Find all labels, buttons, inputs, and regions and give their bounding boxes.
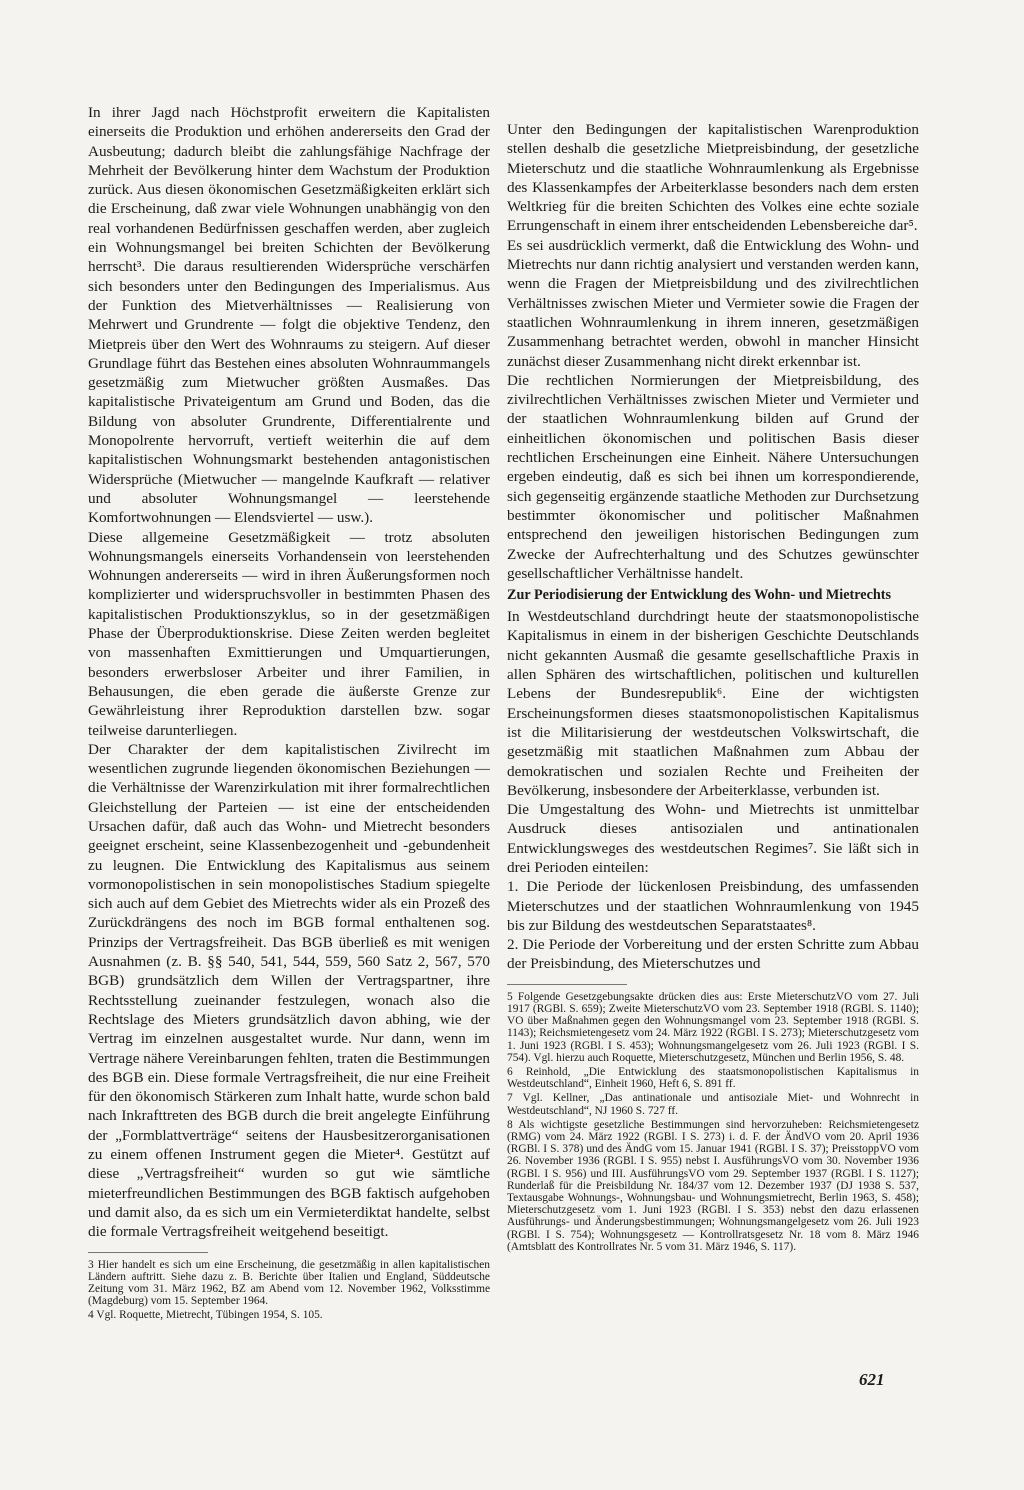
footnotes xyxy=(88,1259,490,1322)
footnote: 6 Reinhold, „Die Entwicklung des staatsmonopolistischen Kapitalismus in Westdeutschland“, Einheit 1960, Heft 6, S. 891 ff. xyxy=(507,1065,919,1091)
body-paragraph: In ihrer Jagd nach Höchstprofit erweitern die Kapitalisten einerseits die Produktion und erhöhen andererseits den Grad der Ausbeutung; dadurch bleibt die zahlungsfähige Nachfrage der Mehrheit der Bevölkerung hinter dem Wachstum der Produktion zurück. Aus diesen ökonomischen Gesetzmäßigkeiten erklärt sich die Erscheinung, daß zwar viele Wohnungen unabhängig von den real vorhandenen Bedürfnissen geschaffen werden, aber zugleich ein Wohnungsmangel bei breiten Schichten der Bevölkerung herrscht³. Die daraus resultierenden Widersprüche verschärfen sich besonders unter den Bedingungen des Imperialismus. Aus der Funktion des Mietverhältnisses — Realisierung von Mehrwert und Grundrente — folgt die objektive Tendenz, den Mietpreis über den Wert des Wohnraums zu steigern. Auf dieser Grundlage führt das Bestehen eines absoluten Wohnraummangels gesetzmäßig zum Mietwucher größten Ausmaßes. Das kapitalistische Privateigentum am Grund und Boden, das die Bildung von absoluter Grundrente, Differentialrente und Monopolrente hervorruft, vertieft weiterhin die auf dem kapitalistischen Wohnungsmarkt bestehenden antagonistischen Widersprüche (Mietwucher — mangelnde Kaufkraft — relativer und absoluter Wohnungsmangel — leerstehende Komfortwohnungen — Elendsviertel — usw.). xyxy=(88,104,490,527)
footnote-divider xyxy=(88,1252,208,1253)
body-paragraph: In Westdeutschland durchdringt heute der staatsmonopolistische Kapitalismus in einem in der bisherigen Geschichte Deutschlands nicht gekannten Ausmaß die gesamte gesellschaftliche Praxis in allen Sphären des wirtschaftlichen, politischen und kulturellen Lebens der Bundesrepublik⁶. Eine der wichtigsten Erscheinungsformen dieses staatsmonopolistischen Kapitalismus ist die Militarisierung der westdeutschen Volkswirtschaft, die gesetzmäßig mit staatlichen Maßnahmen zum Abbau der demokratischen und sozialen Rechte und Freiheiten der Bevölkerung, insbesondere der Arbeiterklasse, verbunden ist. xyxy=(507,608,919,799)
body-paragraph: 1. Die Periode der lückenlosen Preisbindung, des umfassenden Mieterschutzes und der staatlichen Wohnraumlenkung von 1945 bis zur Bildung des westdeutschen Separatstaates⁸. xyxy=(507,878,919,934)
body-paragraph: Es sei ausdrücklich vermerkt, daß die Entwicklung des Wohn- und Mietrechts nur dann richtig analysiert und verstanden werden kann, wenn die Fragen der Mietpreisbildung und des zivilrechtlichen Verhältnisses zwischen Mieter und Vermieter sowie die Fragen der staatlichen Wohnraumlenkung in ihrem inneren, gesetzmäßigen Zusammenhang betrachtet werden, obwohl in mancher Hinsicht zunächst dieser Zusammenhang nicht direkt erkennbar ist. xyxy=(507,236,919,370)
body-paragraph: Die Umgestaltung des Wohn- und Mietrechts ist unmittelbar Ausdruck dieses antisozialen und antinationalen Entwicklungsweges des westdeutschen Regimes⁷. Sie läßt sich in drei Perioden einteilen: xyxy=(507,801,919,876)
page-number: 621 xyxy=(859,1370,885,1389)
footnote: 5 Folgende Gesetzgebungsakte drücken dies aus: Erste MieterschutzVO vom 27. Juli 1917 (RGBl. S. 659); Zweite MieterschutzVO vom 23. September 1918 (RGBl. S. 1140); VO über Maßnahmen gegen den Wohnungsmangel vom 23. September 1918 (RGBl. S. 1143); Reichsmietengesetz vom 24. März 1922 (RGBl. I S. 273); Mieterschutzgesetz vom 1. Juni 1923 (RGBl. I S. 453); Wohnungsmangelgesetz vom 26. Juli 1923 (RGBl. I S. 754). Vgl. hierzu auch Roquette, Mieterschutzgesetz, München und Berlin 1956, S. 48. xyxy=(507,990,919,1064)
footnotes xyxy=(507,991,919,1253)
footnote-divider xyxy=(507,984,627,985)
footnote: 3 Hier handelt es sich um eine Erscheinung, die gesetzmäßig in allen kapitalistischen Ländern auftritt. Siehe dazu z. B. Berichte über Italien und England, Süddeutsche Zeitung vom 31. März 1962, BZ am Abend vom 12. November 1962, Volksstimme (Magdeburg) vom 15. September 1964. xyxy=(88,1258,490,1308)
section-heading: Zur Periodisierung der Entwicklung des Wohn- und Mietrechts xyxy=(507,587,892,604)
body-paragraph: 2. Die Periode der Vorbereitung und der ersten Schritte zum Abbau der Preisbindung, des Mieterschutzes und xyxy=(507,936,919,973)
left-column xyxy=(88,103,490,1324)
body-paragraph: Diese allgemeine Gesetzmäßigkeit — trotz absoluten Wohnungsmangels einerseits Vorhandensein von leerstehenden Wohnungen andererseits — wird in ihren Äußerungsformen noch komplizierter und widerspruchsvoller in bestimmten Phasen des kapitalistischen Produktionszyklus, so in der gesetzmäßigen Phase der Überproduktionskrise. Diese Zeiten werden begleitet von massenhaften Exmittierungen und Umquartierungen, besonders erwerbsloser Arbeiter und ihrer Familien, in Behausungen, die eben gerade die äußerste Grenze zur Gewährleistung ihrer Reproduktion darstellen bzw. sogar teilweise darunterliegen. xyxy=(88,528,490,739)
body-paragraph: Unter den Bedingungen der kapitalistischen Warenproduktion stellen deshalb die gesetzliche Mietpreisbindung, der gesetzliche Mieterschutz und die staatliche Wohnraumlenkung als Ergebnisse des Klassenkampfes der Arbeiterklasse besonders nach dem ersten Weltkrieg für die breiten Schichten des Volkes eine echte soziale Errungenschaft in einem ihrer entscheidenden Lebensbereiche dar⁵. xyxy=(507,121,919,235)
footnote: 7 Vgl. Kellner, „Das antinationale und antisoziale Miet- und Wohnrecht in Westdeutschland“, NJ 1960 S. 727 ff. xyxy=(507,1092,919,1117)
body-paragraph: Der Charakter der dem kapitalistischen Zivilrecht im wesentlichen zugrunde liegenden ökonomischen Beziehungen — die Verhältnisse der Warenzirkulation mit ihrer formalrechtlichen Gleichstellung der Parteien — ist eine der entscheidenden Ursachen dafür, daß auch das Wohn- und Mietrecht besonders geeignet erscheint, seine Klassenbezogenheit und -gebundenheit zu leugnen. Die Entwicklung des Kapitalismus aus seinem vormonopolistischen in sein monopolistisches Stadium spiegelte sich auch auf dem Gebiet des Mietrechts wider als ein Prozeß des Zurückdrängens des noch im BGB formal enthaltenen sog. Prinzips der Vertragsfreiheit. Das BGB überließ es mit wenigen Ausnahmen (z. B. §§ 540, 541, 544, 559, 560 Satz 2, 567, 570 BGB) grundsätzlich dem Willen der Vertragspartner, ihre Rechtsstellung zueinander festzulegen, wonach also die Rechtslage des Mieters grundsätzlich davon abhing, wie der Vertrag im einzelnen ausgestaltet wurde. Nur dann, wenn im Vertrage nähere Vereinbarungen fehlten, traten die Bestimmungen des BGB ein. Diese formale Vertragsfreiheit, die nur eine Freiheit für den ökonomisch Stärkeren zum Inhalt hatte, wurde schon bald nach Inkrafttreten des BGB durch die breit angelegte Einführung der „Formblattverträge“ seitens der Hausbesitzerorganisationen zu einem offenen Instrument gegen die Mieter⁴. Gestützt auf diese „Vertragsfreiheit“ wurden so gut wie sämtliche mieterfreundlichen Bestimmungen des BGB faktisch aufgehoben und damit also, da es sich um ein Vermieterdiktat handelte, selbst die formale Vertragsfreiheit weitgehend beseitigt. xyxy=(88,740,490,1241)
footnote: 8 Als wichtigste gesetzliche Bestimmungen sind hervorzuheben: Reichsmietengesetz (RMG) vom 24. März 1922 (RGBl. I S. 273) i. d. F. der ÄndVO vom 20. April 1936 (RGBl. I S. 378) und des ÄndG vom 15. Januar 1941 (RGBl. I S. 37); PreisstoppVO vom 26. November 1936 (RGBl. I S. 955) nebst I. AusführungsVO vom 30. November 1936 (RGBl. I S. 956) und III. AusführungsVO vom 29. September 1937 (RGBl. I S. 1127); Runderlaß für die Preisbildung Nr. 184/37 vom 12. Dezember 1937 (DJ 1938 S. 537, Textausgabe Wohnungs-, Wohnungsbau- und Wohnungsmietrecht, Berlin 1963, S. 458); Mieterschutzgesetz vom 1. Juni 1923 (RGBl. I S. 353) nebst den dazu erlassenen Ausführungs- und Änderungsbestimmungen; Wohnungsmangelgesetz vom 26. Juli 1923 (RGBl. I S. 754); Wohnungsgesetz — Kontrollratsgesetz Nr. 18 vom 8. März 1946 (Amtsblatt des Kontrollrates Nr. 5 vom 31. März 1946, S. 117). xyxy=(507,1118,919,1253)
footnote: 4 Vgl. Roquette, Mietrecht, Tübingen 1954, S. 105. xyxy=(88,1309,323,1322)
right-column xyxy=(507,120,919,1255)
body-paragraph: Die rechtlichen Normierungen der Mietpreisbildung, des zivilrechtlichen Verhältnisses zwischen Mieter und Vermieter und der staatlichen Wohnraumlenkung bilden auf Grund der einheitlichen ökonomischen und politischen Basis dieser rechtlichen Erscheinungen eine Einheit. Nähere Untersuchungen ergeben eindeutig, daß es sich bei ihnen um korrespondierende, sich gegenseitig ergänzende staatliche Methoden zur Durchsetzung bestimmter ökonomischer und politischer Maßnahmen entsprechend den jeweiligen historischen Bedingungen zum Zwecke der Aufrechterhaltung und des Schutzes gewünschter gesellschaftlicher Verhältnisse handelt. xyxy=(507,371,919,582)
